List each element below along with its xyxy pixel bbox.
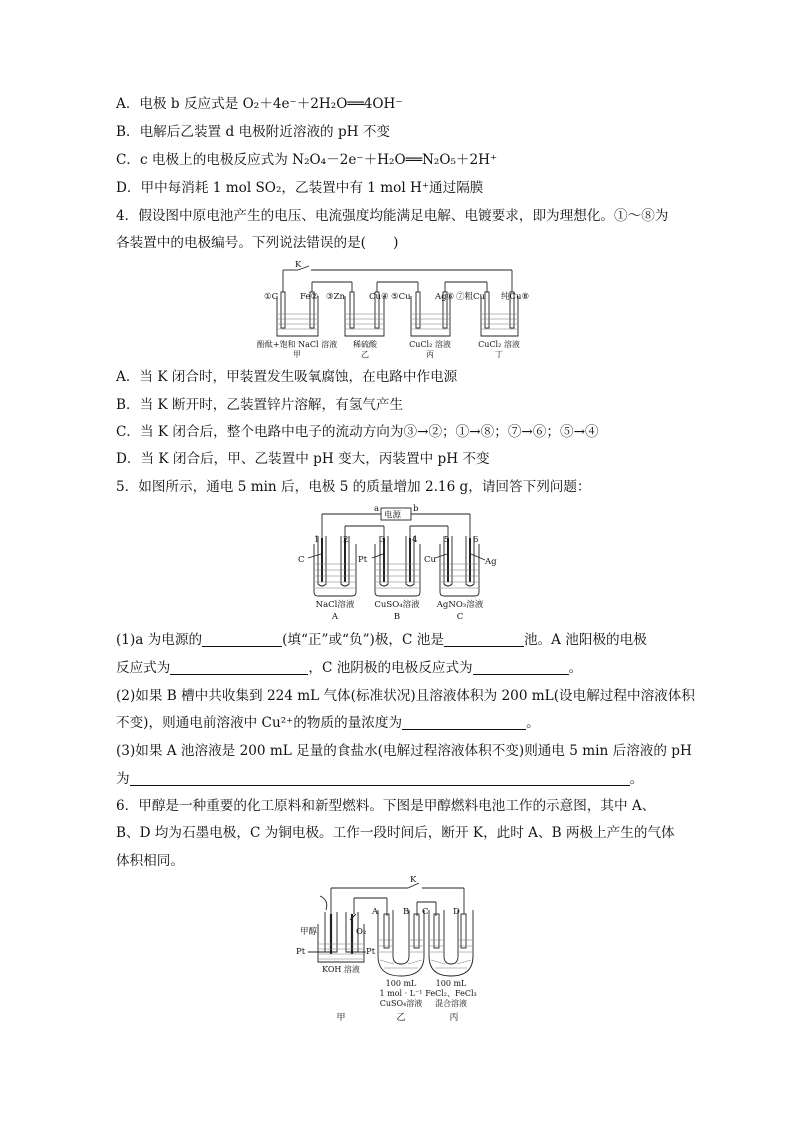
q4-electrode-1: ①C (264, 292, 279, 302)
q5-terminal-a: a (374, 504, 380, 514)
q6-cell-bing-volume: 100 mL (435, 979, 467, 988)
q6-oxygen-label: O₂ (356, 927, 367, 937)
q4-electrode-4: Cu④ (369, 292, 389, 302)
q6-stem-line2: B、D 均为石墨电极，C 为铜电极。工作一段时间后，断开 K，此时 A、B 两极上产生的气体 (116, 825, 675, 841)
q4-name-ding: 丁 (495, 350, 503, 358)
q4-option-d: D．当 K 闭合后，甲、乙装置中 pH 变大，丙装置中 pH 不变 (116, 451, 490, 467)
q5-stem: 5．如图所示，通电 5 min 后，电极 5 的质量增加 2.16 g，请回答下列问题： (116, 479, 591, 495)
q3-option-d: D．甲中每消耗 1 mol SO₂，乙装置中有 1 mol H⁺通过隔膜 (116, 180, 484, 196)
answer-blank-cell-type[interactable] (444, 631, 524, 647)
q5-label-pt: Pt (358, 555, 368, 565)
q6-electrode-b: B (403, 907, 410, 917)
q6-methanol-label: 甲醇 (300, 927, 318, 937)
q3-option-b: B．电解后乙装置 d 电极附近溶液的 pH 不变 (116, 124, 391, 140)
q4-name-jia: 甲 (293, 350, 301, 358)
q4-electrode-7: ⑦粗Cu (456, 292, 485, 302)
q5-power-source-label: 电源 (384, 510, 402, 521)
answer-blank-anode-reaction[interactable] (170, 659, 308, 675)
q4-option-c: C．当 K 闭合后，整个电路中电子的流动方向为③→②；①→⑧；⑦→⑥；⑤→④ (116, 424, 599, 440)
q4-electrode-5: ⑤Cu (391, 292, 411, 302)
q4-electrode-6: Ag⑥ (435, 292, 455, 302)
q4-electrode-8: 纯Cu⑧ (501, 292, 530, 302)
q4-figure (250, 258, 550, 358)
q5-electrode-3: 3 (380, 535, 386, 545)
q3-option-a: A．电极 b 反应式是 O₂＋4e⁻＋2H₂O══4OH⁻ (116, 96, 403, 112)
q5-cell-b: B (393, 612, 401, 622)
q5-part3-line1: (3)如果 A 池溶液是 200 mL 足量的食盐水(电解过程溶液体积不变)则通电 5 min 后溶液的 pH (116, 743, 692, 759)
q5-part1-line1: (1)a 为电源的 (填“正”或“负”)极，C 池是 池。A 池阳极的电极 (116, 632, 647, 648)
q6-name-jia: 甲 (336, 1013, 346, 1022)
q5-electrode-6: 6 (473, 535, 479, 545)
q4-solution-yi: 稀硫酸 (353, 340, 377, 349)
q4-name-yi: 乙 (361, 350, 369, 358)
q6-electrolyte-label: KOH 溶液 (322, 965, 360, 974)
q5-part1-line2: 反应式为 ，C 池阴极的电极反应式为 。 (116, 660, 583, 676)
q6-name-bing: 丙 (449, 1013, 459, 1022)
q5-cell-c: C (456, 612, 464, 622)
q5-solution-c: AgNO₃溶液 (436, 600, 484, 610)
q5-terminal-b: b (413, 504, 419, 514)
answer-blank-cathode-reaction[interactable] (473, 659, 569, 675)
q5-figure (292, 502, 512, 624)
q6-switch-label: K (410, 875, 417, 885)
q6-cell-yi-solution: CuSO₄溶液 (379, 999, 423, 1008)
q6-electrode-c: C (422, 907, 429, 917)
q4-stem-line1: 4．假设图中原电池产生的电压、电流强度均能满足电解、电镀要求，即为理想化。①～⑧为 (116, 208, 669, 224)
q5-label-c: C (298, 555, 305, 565)
q6-cell-yi-concentration: 1 mol · L⁻¹ (379, 989, 423, 998)
q4-solution-jia: 酚酞+饱和 NaCl 溶液 (256, 340, 338, 349)
q6-name-yi: 乙 (396, 1013, 406, 1022)
q5-part2-line1: (2)如果 B 槽中共收集到 224 mL 气体(标准状况)且溶液体积为 200 mL(设电解过程中溶液体积 (116, 688, 695, 704)
q4-solution-bing: CuCl₂ 溶液 (409, 340, 451, 349)
q6-cell-yi-volume: 100 mL (385, 979, 417, 988)
q4-option-b: B．当 K 断开时，乙装置锌片溶解，有氢气产生 (116, 397, 404, 413)
q6-electrode-d: D (453, 907, 460, 917)
q6-cell-bing-solutes: FeCl₂、FeCl₃ (425, 989, 477, 998)
q4-electrode-3: ③Zn (326, 292, 346, 302)
q5-label-ag: Ag (485, 557, 497, 567)
q6-stem-line1: 6．甲醇是一种重要的化工原料和新型燃料。下图是甲醇燃料电池工作的示意图，其中 A、 (116, 798, 656, 814)
q4-option-a: A．当 K 闭合时，甲装置发生吸氧腐蚀，在电路中作电源 (116, 369, 458, 385)
q4-switch-label: K (295, 260, 302, 270)
q4-solution-ding: CuCl₂ 溶液 (478, 340, 520, 349)
q6-stem-line3: 体积相同。 (116, 853, 184, 869)
answer-blank-ph[interactable] (130, 770, 630, 786)
q6-figure (296, 874, 508, 1022)
q4-stem-line2: 各装置中的电极编号。下列说法错误的是( ) (116, 235, 399, 251)
q6-pt-right: Pt (366, 947, 376, 957)
answer-blank-electrode-polarity[interactable] (202, 631, 282, 647)
q4-name-bing: 丙 (426, 350, 434, 358)
q5-part2-line2: 不变)，则通电前溶液中 Cu²⁺的物质的量浓度为 。 (116, 715, 540, 731)
q5-cell-a: A (331, 612, 339, 622)
q5-part3-line2: 为 。 (116, 771, 644, 787)
q5-solution-b: CuSO₄溶液 (374, 600, 420, 610)
q5-electrode-2: 2 (343, 535, 349, 545)
q5-label-cu: Cu (424, 555, 436, 565)
q5-solution-a: NaCl溶液 (315, 600, 355, 610)
q4-electrode-2: Fe② (300, 292, 319, 302)
answer-blank-cu-concentration[interactable] (402, 714, 526, 730)
q6-pt-left: Pt (296, 947, 306, 957)
q5-electrode-4: 4 (412, 535, 418, 545)
q6-electrode-a: A (372, 907, 379, 917)
q5-electrode-1: 1 (314, 535, 320, 545)
q6-cell-bing-solution: 混合溶液 (435, 999, 467, 1008)
q3-option-c: C．c 电极上的电极反应式为 N₂O₄－2e⁻＋H₂O══N₂O₅＋2H⁺ (116, 152, 498, 168)
q5-electrode-5: 5 (444, 535, 450, 545)
